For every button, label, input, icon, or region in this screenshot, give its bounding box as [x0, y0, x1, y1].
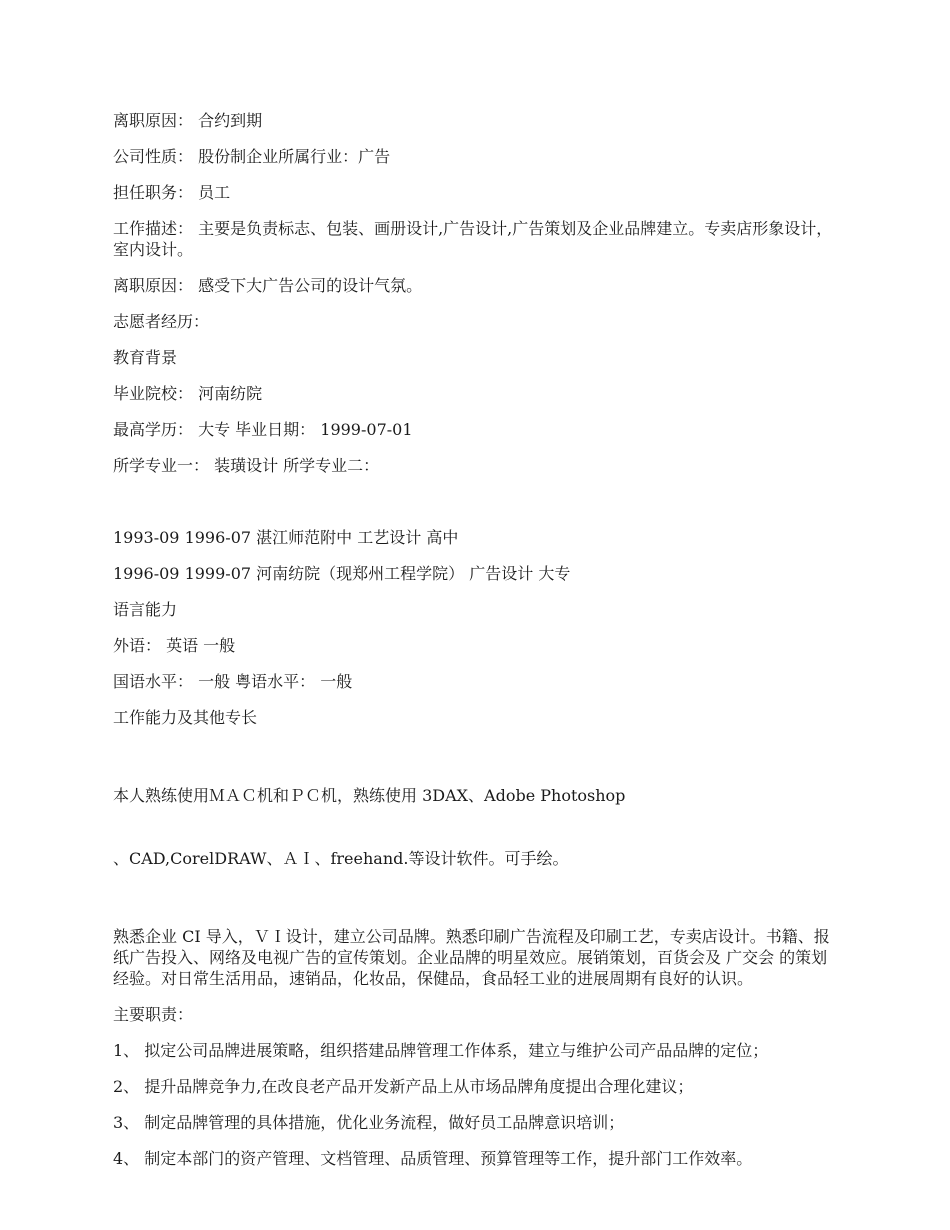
position-held: 担任职务： 员工: [113, 183, 231, 202]
education-heading: 教育背景: [113, 348, 178, 367]
duty-item-2: 2、 提升品牌竞争力,在改良老产品开发新产品上从市场品牌角度提出合理化建议；: [113, 1077, 694, 1096]
graduation-school: 毕业院校： 河南纺院: [113, 384, 263, 403]
mandarin-cantonese-level: 国语水平： 一般 粤语水平： 一般: [113, 672, 353, 691]
spacer: [113, 491, 838, 527]
foreign-language: 外语： 英语 一般: [113, 636, 236, 655]
document-body: [113, 110, 838, 1184]
education-entry-2: 1996-09 1999-07 河南纺院（现郑州工程学院） 广告设计 大专: [113, 564, 571, 583]
job-description: 工作描述： 主要是负责标志、包装、画册设计,广告设计,广告策划及企业品牌建立。专卖店形象设计，室内设计。: [113, 219, 833, 259]
main-duties-heading: 主要职责：: [113, 1005, 194, 1024]
duty-item-4: 4、 制定本部门的资产管理、文档管理、品质管理、预算管理等工作，提升部门工作效率。: [113, 1149, 753, 1168]
skills-heading: 工作能力及其他专长: [113, 708, 258, 727]
software-skills-line-2: 、CAD,CorelDRAW、ＡＩ、freehand.等设计软件。可手绘。: [113, 849, 569, 868]
expertise-description: 熟悉企业 CI 导入，ＶＩ设计，建立公司品牌。熟悉印刷广告流程及印刷工艺，专卖店设计。书籍、报纸广告投入、网络及电视广告的宣传策划。企业品牌的明星效应。展销策划，百货会及 广交会 的策划经验。对日常生活用品，速销品，化妆品，保健品，食品轻工业的进展周期有良好的认识。: [113, 927, 830, 988]
software-skills-line-1: 本人熟练使用ＭＡＣ机和ＰＣ机，熟练使用 3DAX、Adobe Photoshop: [113, 786, 626, 805]
resignation-reason-2: 离职原因： 感受下大广告公司的设计气氛。: [113, 276, 423, 295]
volunteer-experience: 志愿者经历：: [113, 312, 210, 331]
resignation-reason-1: 离职原因： 合约到期: [113, 111, 263, 130]
duty-item-1: 1、 拟定公司品牌进展策略，组织搭建品牌管理工作体系，建立与维护公司产品品牌的定位；: [113, 1041, 769, 1060]
highest-degree: 最高学历： 大专 毕业日期： 1999-07-01: [113, 420, 413, 439]
language-heading: 语言能力: [113, 600, 178, 619]
education-entry-1: 1993-09 1996-07 湛江师范附中 工艺设计 高中: [113, 528, 459, 547]
software-skills: [113, 743, 838, 911]
company-nature: 公司性质： 股份制企业所属行业：广告: [113, 147, 391, 166]
duty-item-3: 3、 制定品牌管理的具体措施，优化业务流程，做好员工品牌意识培训；: [113, 1113, 625, 1132]
majors: 所学专业一： 装璜设计 所学专业二：: [113, 456, 380, 475]
